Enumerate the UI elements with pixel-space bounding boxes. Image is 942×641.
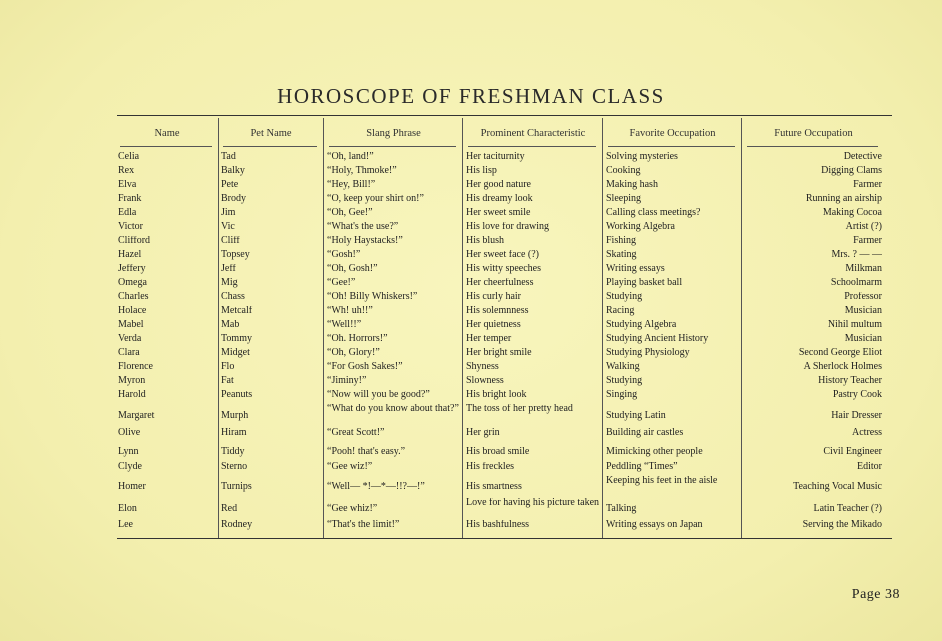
table-cell: Verda: [118, 334, 142, 344]
table-cell: His bright look: [466, 390, 527, 400]
table-cell: His love for drawing: [466, 222, 550, 232]
table-cell: Homer: [118, 481, 146, 492]
table-cell: Mabel: [118, 320, 144, 330]
table-cell: Studying Ancient History: [606, 334, 709, 344]
table-cell: Slowness: [466, 376, 504, 386]
table-cell: “Gee whiz!”: [327, 503, 378, 514]
table-cell: Chass: [221, 292, 245, 302]
header-underline: [608, 146, 735, 147]
table-cell: Her good nature: [466, 180, 531, 190]
table-cell: “Gosh!”: [327, 250, 361, 260]
table-cell: “Now will you be good?”: [327, 390, 430, 400]
table-cell: Studying Latin: [606, 410, 666, 421]
table-cell: Actress: [852, 428, 882, 438]
table-cell: “Oh, Gee!”: [327, 208, 373, 218]
table-cell: Hiram: [221, 428, 247, 438]
table-cell: Serving the Mikado: [802, 520, 882, 530]
table-cell: “Oh. Horrors!”: [327, 334, 388, 344]
table-cell: Love for having his picture taken: [466, 498, 600, 508]
table-cell: Omega: [118, 278, 147, 288]
table-cell: Margaret: [118, 410, 155, 421]
table-cell: His lisp: [466, 166, 497, 176]
column-divider: [602, 118, 603, 538]
table-cell: “Jiminy!”: [327, 376, 367, 386]
table-cell: Mab: [221, 320, 240, 330]
table-cell: His blush: [466, 236, 505, 246]
table-cell: Writing essays: [606, 264, 665, 274]
table-cell: Cliff: [221, 236, 240, 246]
table-cell: Victor: [118, 222, 143, 232]
table-cell: “Gee!”: [327, 278, 356, 288]
table-cell: Solving mysteries: [606, 152, 678, 162]
table-cell: Her quietness: [466, 320, 521, 330]
table-cell: Racing: [606, 306, 635, 316]
table-cell: Making hash: [606, 180, 658, 190]
table-cell: Nihil multum: [827, 320, 882, 330]
table-cell: Second George Eliot: [798, 348, 882, 358]
table-cell: Cooking: [606, 166, 641, 176]
table-cell: “Holy Haystacks!”: [327, 236, 403, 246]
column-header: Slang Phrase: [366, 127, 421, 139]
table-cell: Keeping his feet in the aisle: [606, 476, 718, 486]
table-cell: Her cheerfulness: [466, 278, 534, 288]
table-cell: A Sherlock Holmes: [803, 362, 882, 372]
table-cell: Red: [221, 503, 238, 514]
page-number: Page 38: [851, 587, 900, 602]
table-cell: Peanuts: [221, 390, 253, 400]
table-cell: Playing basket ball: [606, 278, 683, 288]
table-cell: Studying Physiology: [606, 348, 690, 358]
table-cell: Clara: [118, 348, 140, 358]
table-cell: “Pooh! that's easy.”: [327, 446, 406, 457]
table-cell: Murph: [221, 410, 249, 421]
table-cell: Her sweet smile: [466, 208, 531, 218]
table-cell: Edla: [118, 208, 137, 218]
table-cell: “Oh! Billy Whiskers!”: [327, 292, 418, 302]
table-cell: Jeff: [221, 264, 236, 274]
table-cell: Detective: [843, 152, 882, 162]
table-cell: “Oh, land!”: [327, 152, 374, 162]
column-divider: [462, 118, 463, 538]
table-cell: Editor: [857, 462, 882, 472]
column-header: Pet Name: [250, 127, 292, 139]
table-cell: Elon: [118, 503, 137, 514]
table-cell: Her bright smile: [466, 348, 532, 358]
column-header: Prominent Characteristic: [480, 127, 586, 139]
table-cell: Farmer: [853, 236, 882, 246]
page-title: HOROSCOPE OF FRESHMAN CLASS: [277, 84, 665, 108]
table-cell: His dreamy look: [466, 194, 533, 204]
column-header: Future Occupation: [774, 127, 853, 139]
table-cell: “Well— *!—*—!!?—!”: [327, 481, 425, 492]
table-top-rule: [117, 115, 892, 116]
table-cell: Working Algebra: [606, 222, 675, 232]
table-cell: Shyness: [466, 362, 499, 372]
table-cell: Jim: [221, 208, 236, 218]
table-cell: Tad: [221, 152, 236, 162]
table-cell: “That's the limit!”: [327, 520, 400, 530]
table-cell: Myron: [118, 376, 146, 386]
table-cell: His broad smile: [466, 446, 530, 457]
column-header: Name: [154, 127, 180, 139]
table-cell: “Oh, Gosh!”: [327, 264, 378, 274]
table-cell: Tommy: [221, 334, 252, 344]
table-cell: Rodney: [221, 520, 253, 530]
table-cell: Celia: [118, 152, 140, 162]
table-cell: Florence: [118, 362, 153, 372]
header-underline: [329, 146, 456, 147]
table-cell: His bashfulness: [466, 520, 530, 530]
table-cell: Peddling “Times”: [606, 462, 678, 472]
table-cell: Her temper: [466, 334, 512, 344]
table-cell: Talking: [606, 503, 637, 514]
table-cell: Singing: [606, 390, 638, 400]
column-divider: [218, 118, 219, 538]
table-cell: Studying: [606, 376, 643, 386]
table-cell: Her taciturnity: [466, 152, 525, 162]
column-header: Favorite Occupation: [629, 127, 716, 139]
table-cell: Metcalf: [221, 306, 253, 316]
table-cell: Charles: [118, 292, 149, 302]
table-cell: Civil Engineer: [823, 446, 882, 457]
table-cell: Skating: [606, 250, 637, 260]
table-cell: The toss of her pretty head: [466, 404, 573, 414]
table-cell: Balky: [221, 166, 245, 176]
table-cell: Vic: [221, 222, 235, 232]
table-cell: Pastry Cook: [832, 390, 882, 400]
table-cell: Fat: [221, 376, 234, 386]
table-cell: Building air castles: [606, 428, 684, 438]
table-cell: Midget: [221, 348, 250, 358]
table-cell: Schoolmarm: [830, 278, 882, 288]
header-underline: [468, 146, 596, 147]
table-cell: “Great Scott!”: [327, 428, 385, 438]
table-cell: Her sweet face (?): [466, 250, 540, 260]
table-cell: Olive: [118, 428, 141, 438]
table-cell: Brody: [221, 194, 246, 204]
table-cell: Musician: [844, 334, 882, 344]
table-cell: Mimicking other people: [606, 446, 703, 457]
table-cell: Holace: [118, 306, 147, 316]
table-cell: Professor: [844, 292, 882, 302]
column-divider: [741, 118, 742, 538]
table-cell: “What's the use?”: [327, 222, 399, 232]
table-cell: Teaching Vocal Music: [793, 481, 882, 492]
table-cell: “Oh, Glory!”: [327, 348, 380, 358]
table-cell: Flo: [221, 362, 235, 372]
table-cell: History Teacher: [818, 376, 882, 386]
table-cell: Rex: [118, 166, 135, 176]
table-cell: “For Gosh Sakes!”: [327, 362, 403, 372]
table-cell: Turnips: [221, 481, 252, 492]
table-cell: Running an airship: [805, 194, 882, 204]
table-cell: “What do you know about that?”: [327, 404, 459, 414]
table-cell: Lynn: [118, 446, 139, 457]
table-cell: Sterno: [221, 462, 248, 472]
table-cell: Walking: [606, 362, 640, 372]
table-cell: Sleeping: [606, 194, 641, 204]
table-cell: Calling class meetings?: [606, 208, 701, 218]
header-underline: [120, 146, 212, 147]
table-cell: His freckles: [466, 462, 515, 472]
table-cell: His curly hair: [466, 292, 521, 302]
table-cell: Hazel: [118, 250, 142, 260]
table-cell: Tiddy: [221, 446, 245, 457]
table-cell: Jeffery: [118, 264, 146, 274]
table-cell: His solemnness: [466, 306, 529, 316]
table-cell: Musician: [844, 306, 882, 316]
table-cell: Lee: [118, 520, 133, 530]
table-cell: Studying: [606, 292, 643, 302]
table-cell: “Gee wiz!”: [327, 462, 373, 472]
header-underline: [747, 146, 878, 147]
table-cell: Topsey: [221, 250, 250, 260]
table-cell: Pete: [221, 180, 239, 190]
table-cell: “Wh! uh!!”: [327, 306, 373, 316]
table-bottom-rule: [117, 538, 892, 539]
table-cell: Elva: [118, 180, 137, 190]
table-cell: Mig: [221, 278, 238, 288]
table-cell: Milkman: [845, 264, 882, 274]
table-cell: His witty speeches: [466, 264, 541, 274]
table-cell: Artist (?): [845, 222, 882, 232]
table-cell: “Well!!”: [327, 320, 362, 330]
table-cell: Studying Algebra: [606, 320, 677, 330]
table-cell: Harold: [118, 390, 146, 400]
table-cell: Her grin: [466, 428, 500, 438]
table-cell: Latin Teacher (?): [813, 503, 882, 514]
table-cell: “Hey, Bill!”: [327, 180, 376, 190]
table-cell: “Holy, Thmoke!”: [327, 166, 397, 176]
table-cell: Fishing: [606, 236, 637, 246]
table-cell: Hair Dresser: [831, 410, 882, 421]
table-cell: Making Cocoa: [822, 208, 882, 218]
table-cell: His smartness: [466, 481, 522, 492]
table-cell: Frank: [118, 194, 142, 204]
table-cell: Clyde: [118, 462, 142, 472]
table-cell: Mrs. ? — —: [831, 250, 882, 260]
table-cell: “O, keep your shirt on!”: [327, 194, 424, 204]
table-cell: Farmer: [853, 180, 882, 190]
column-divider: [323, 118, 324, 538]
table-cell: Digging Clams: [821, 166, 882, 176]
header-underline: [223, 146, 317, 147]
table-cell: Writing essays on Japan: [606, 520, 703, 530]
table-cell: Clifford: [118, 236, 151, 246]
